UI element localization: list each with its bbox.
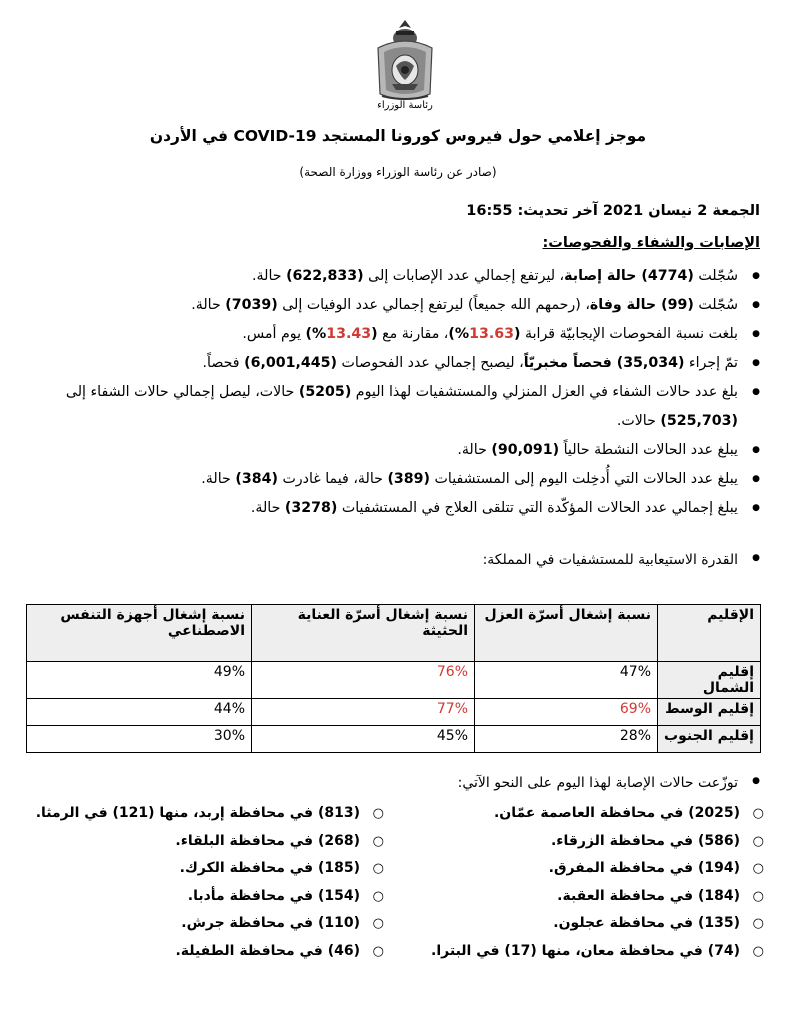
isolation-cell: 28%: [475, 726, 658, 753]
list-item: ○ (46) في محافظة الطفيلة.: [6, 938, 386, 966]
distribution-intro: ● توزّعت حالات الإصابة لهذا اليوم على النحو الآتي:: [31, 775, 766, 791]
list-item-recoveries: ● بلغ عدد حالات الشفاء في العزل المنزلي والمستشفيات لهذا اليوم (5205) حالات، ليصل إجمالي حالات الشفاء إلى (525,703) حالات.: [31, 378, 766, 436]
list-item: ○ (154) في محافظة مأدبا.: [6, 883, 386, 911]
royal-crest-icon: [370, 14, 440, 106]
ventilators-cell: 49%: [27, 662, 252, 699]
header-region: الإقليم: [658, 605, 761, 662]
region-cell: إقليم الشمال: [658, 662, 761, 699]
list-item-hospital-admissions: ● يبلغ عدد الحالات التي أُدخِلت اليوم إلى المستشفيات (389) حالة، فيما غادرت (384) حالة.: [31, 465, 766, 494]
page-subtitle: (صادر عن رئاسة الوزراء ووزارة الصحة): [299, 165, 497, 179]
list-item: ○ (135) في محافظة عجلون.: [426, 910, 766, 938]
ventilators-cell: 30%: [27, 726, 252, 753]
list-item: ○ (184) في محافظة العقبة.: [426, 883, 766, 911]
list-item-tests: ● تمّ إجراء (35,034) فحصاً مخبريّاً، ليصبح إجمالي عدد الفحوصات (6,001,445) فحصاً.: [31, 349, 766, 378]
header-isolation: نسبة إشغال أسرّة العزل: [475, 605, 658, 662]
icu-cell: 45%: [252, 726, 475, 753]
stats-list: [31, 262, 766, 523]
list-item-positivity-rate: ● بلغت نسبة الفحوصات الإيجابيّة قرابة (13.63%)، مقارنة مع (13.43%) يوم أمس.: [31, 320, 766, 349]
list-item-hospitalized-total: ● يبلغ إجمالي عدد الحالات المؤكّدة التي تتلقى العلاج في المستشفيات (3278) حالة.: [31, 494, 766, 523]
list-item-deaths: ● سُجّلت (99) حالة وفاة، (رحمهم الله جميعاً) ليرتفع إجمالي عدد الوفيات إلى (7039) حالة.: [31, 291, 766, 320]
icu-cell: 76%: [252, 662, 475, 699]
table-row: [27, 662, 761, 699]
list-item: ○ (185) في محافظة الكرك.: [6, 855, 386, 883]
governorate-list-left: [6, 800, 386, 965]
list-item: ○ (110) في محافظة جرش.: [6, 910, 386, 938]
section-heading: الإصابات والشفاء والفحوصات:: [542, 235, 760, 251]
table-header-row: [27, 605, 761, 662]
capacity-table: [26, 604, 761, 753]
governorate-list-right: [426, 800, 766, 965]
date-updated: الجمعة 2 نيسان 2021 آخر تحديث: 16:55: [466, 203, 760, 219]
isolation-cell: 69%: [475, 699, 658, 726]
crest-caption: رئاسة الوزراء: [377, 100, 433, 111]
region-cell: إقليم الجنوب: [658, 726, 761, 753]
header-icu: نسبة إشغال أسرّة العناية الحثيثة: [252, 605, 475, 662]
list-item: ○ (813) في محافظة إربد، منها (121) في الرمثا.: [6, 800, 386, 828]
region-cell: إقليم الوسط: [658, 699, 761, 726]
list-item: ○ (74) في محافظة معان، منها (17) في البترا.: [426, 938, 766, 966]
list-item: ○ (268) في محافظة البلقاء.: [6, 828, 386, 856]
list-item-active-cases: ● يبلغ عدد الحالات النشطة حالياً (90,091) حالة.: [31, 436, 766, 465]
isolation-cell: 47%: [475, 662, 658, 699]
list-item: ○ (586) في محافظة الزرقاء.: [426, 828, 766, 856]
list-item: ○ (194) في محافظة المفرق.: [426, 855, 766, 883]
list-item: ○ (2025) في محافظة العاصمة عمّان.: [426, 800, 766, 828]
table-row: [27, 726, 761, 753]
list-item-new-cases: ● سُجّلت (4774) حالة إصابة، ليرتفع إجمالي عدد الإصابات إلى (622,833) حالة.: [31, 262, 766, 291]
icu-cell: 77%: [252, 699, 475, 726]
table-row: [27, 699, 761, 726]
ventilators-cell: 44%: [27, 699, 252, 726]
header-ventilators: نسبة إشغال أجهزة التنفس الاصطناعي: [27, 605, 252, 662]
capacity-intro: ● القدرة الاستيعابية للمستشفيات في المملكة:: [31, 552, 766, 568]
page-title: موجز إعلامي حول فيروس كورونا المستجد COVID-19 في الأردن: [149, 127, 647, 145]
